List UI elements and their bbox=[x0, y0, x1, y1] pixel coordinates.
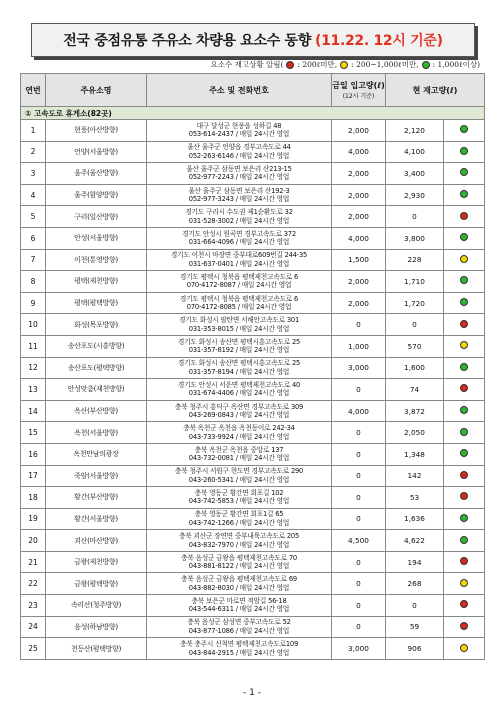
station-address bbox=[147, 163, 332, 185]
station-address bbox=[147, 400, 332, 422]
phone-hours-line: 052-977-2243 / 매일 24시간 영업 bbox=[188, 173, 290, 182]
stock-amount: 3,800 bbox=[386, 227, 444, 249]
status-cell bbox=[444, 120, 485, 142]
green-status-dot-icon bbox=[460, 147, 468, 155]
row-number: 19 bbox=[21, 508, 46, 530]
stock-amount: 2,050 bbox=[386, 422, 444, 444]
inbound-amount: 2,000 bbox=[332, 271, 386, 293]
table-row bbox=[21, 595, 485, 617]
station-name: 괴산(마산방향) bbox=[46, 530, 147, 552]
station-address bbox=[147, 120, 332, 142]
inbound-amount: 2,000 bbox=[332, 120, 386, 142]
address-line: 대구 달성군 현풍읍 성하길 48 bbox=[196, 121, 282, 130]
station-address bbox=[147, 184, 332, 206]
phone-hours-line: 043-733-9924 / 매일 24시간 영업 bbox=[188, 432, 290, 441]
col-header-addr: 주소 및 전화번호 bbox=[147, 74, 332, 107]
status-cell bbox=[444, 206, 485, 228]
inbound-amount: 0 bbox=[332, 422, 386, 444]
stock-amount: 570 bbox=[386, 335, 444, 357]
status-cell bbox=[444, 638, 485, 660]
table-row bbox=[21, 465, 485, 487]
station-name: 평택(평택방향) bbox=[46, 292, 147, 314]
stock-amount: 0 bbox=[386, 206, 444, 228]
table-row bbox=[21, 292, 485, 314]
inbound-amount: 3,000 bbox=[332, 638, 386, 660]
row-number: 2 bbox=[21, 141, 46, 163]
legend-red-label: : 200ℓ미만, bbox=[297, 60, 338, 69]
table-row bbox=[21, 271, 485, 293]
row-number: 14 bbox=[21, 400, 46, 422]
table-row bbox=[21, 443, 485, 465]
inbound-amount: 2,000 bbox=[332, 184, 386, 206]
station-name: 안성맞춤(제천방향) bbox=[46, 379, 147, 401]
address-line: 충북 청주시 흥덕구 옥산면 경부고속도로 309 bbox=[174, 402, 304, 411]
red-status-dot-icon bbox=[460, 320, 468, 328]
yellow-status-dot-icon bbox=[460, 579, 468, 587]
green-status-dot-icon bbox=[460, 536, 468, 544]
red-status-dot-icon bbox=[460, 557, 468, 565]
green-status-dot-icon bbox=[460, 233, 468, 241]
row-number: 18 bbox=[21, 487, 46, 509]
stock-amount: 0 bbox=[386, 314, 444, 336]
address-line: 충북 옥천군 옥천읍 중앙로 137 bbox=[194, 445, 284, 454]
address-line: 충북 영동군 황간면 회포1길 65 bbox=[194, 510, 284, 519]
legend-yellow-label: : 200~1,000ℓ미만, bbox=[351, 60, 419, 69]
address-line: 충북 옥천군 옥천읍 옥천동이로 242-34 bbox=[183, 424, 295, 433]
table-row bbox=[21, 335, 485, 357]
table-row bbox=[21, 530, 485, 552]
inbound-amount: 1,500 bbox=[332, 249, 386, 271]
stock-amount: 59 bbox=[386, 616, 444, 638]
inbound-amount: 4,000 bbox=[332, 141, 386, 163]
inbound-amount: 2,000 bbox=[332, 163, 386, 185]
stock-amount: 906 bbox=[386, 638, 444, 660]
stock-amount: 1,348 bbox=[386, 443, 444, 465]
row-number: 11 bbox=[21, 335, 46, 357]
status-cell bbox=[444, 422, 485, 444]
stock-amount: 2,120 bbox=[386, 120, 444, 142]
station-name: 속리산(청주방향) bbox=[46, 595, 147, 617]
col-header-inbound-sub: (12시 기준) bbox=[342, 93, 375, 100]
inbound-amount: 1,000 bbox=[332, 335, 386, 357]
phone-hours-line: 070-4172-8085 / 매일 24시간 영업 bbox=[186, 303, 292, 312]
phone-hours-line: 043-844-2915 / 매일 24시간 영업 bbox=[188, 648, 290, 657]
green-status-dot-icon bbox=[460, 125, 468, 133]
inbound-amount: 0 bbox=[332, 508, 386, 530]
station-address bbox=[147, 530, 332, 552]
green-status-dot-icon bbox=[460, 190, 468, 198]
status-cell bbox=[444, 400, 485, 422]
table-row bbox=[21, 314, 485, 336]
green-status-dot-icon bbox=[460, 428, 468, 436]
col-header-no: 연번 bbox=[21, 74, 46, 107]
title-main: 전국 중점유통 주유소 차량용 요소수 동향 bbox=[63, 33, 311, 49]
station-address bbox=[147, 357, 332, 379]
table-row bbox=[21, 551, 485, 573]
row-number: 13 bbox=[21, 379, 46, 401]
stock-amount: 268 bbox=[386, 573, 444, 595]
status-cell bbox=[444, 335, 485, 357]
phone-hours-line: 070-4172-8087 / 매일 24시간 영업 bbox=[186, 281, 292, 290]
section-label: ① 고속도로 휴게소(82곳) bbox=[21, 107, 485, 120]
status-cell bbox=[444, 379, 485, 401]
status-cell bbox=[444, 141, 485, 163]
address-line: 충북 청주시 서원구 현도면 경부고속도로 290 bbox=[174, 467, 304, 476]
inbound-amount: 0 bbox=[332, 573, 386, 595]
station-address bbox=[147, 573, 332, 595]
station-name: 천등산(평택방향) bbox=[46, 638, 147, 660]
row-number: 1 bbox=[21, 120, 46, 142]
phone-hours-line: 053-614-2437 / 매일 24시간 영업 bbox=[188, 130, 290, 139]
station-name: 금왕(평택방향) bbox=[46, 573, 147, 595]
page-number: - 1 - bbox=[243, 688, 261, 698]
row-number: 6 bbox=[21, 227, 46, 249]
station-name: 금왕(제천방향) bbox=[46, 551, 147, 573]
stock-amount: 3,872 bbox=[386, 400, 444, 422]
green-dot-icon bbox=[422, 61, 430, 69]
address-line: 경기도 화성시 팔탄면 서해안고속도로 301 bbox=[178, 316, 300, 325]
station-name: 현풍(아산방향) bbox=[46, 120, 147, 142]
phone-hours-line: 052-977-3243 / 매일 24시간 영업 bbox=[188, 195, 290, 204]
legend-prefix: 요소수 재고상황 알림( bbox=[210, 60, 284, 69]
stock-amount: 194 bbox=[386, 551, 444, 573]
row-number: 4 bbox=[21, 184, 46, 206]
stock-amount: 2,930 bbox=[386, 184, 444, 206]
table-row bbox=[21, 638, 485, 660]
row-number: 5 bbox=[21, 206, 46, 228]
phone-hours-line: 031-637-0401 / 매일 24시간 영업 bbox=[188, 259, 290, 268]
station-name: 안성(서울방향) bbox=[46, 227, 147, 249]
inbound-amount: 0 bbox=[332, 465, 386, 487]
row-number: 25 bbox=[21, 638, 46, 660]
address-line: 경기도 화성시 송산면 평택시흥고속도로 25 bbox=[177, 359, 301, 368]
col-header-inbound bbox=[332, 74, 386, 107]
table-header-row bbox=[21, 74, 485, 107]
station-name: 송산포도(시흥방향) bbox=[46, 335, 147, 357]
inbound-amount: 0 bbox=[332, 314, 386, 336]
station-name: 옥산(부산방향) bbox=[46, 400, 147, 422]
station-address bbox=[147, 551, 332, 573]
station-address bbox=[147, 249, 332, 271]
status-cell bbox=[444, 249, 485, 271]
yellow-status-dot-icon bbox=[460, 644, 468, 652]
row-number: 7 bbox=[21, 249, 46, 271]
row-number: 17 bbox=[21, 465, 46, 487]
station-address bbox=[147, 271, 332, 293]
inbound-amount: 0 bbox=[332, 616, 386, 638]
station-name: 언양(서울방향) bbox=[46, 141, 147, 163]
table-row bbox=[21, 487, 485, 509]
status-cell bbox=[444, 465, 485, 487]
status-cell bbox=[444, 443, 485, 465]
status-cell bbox=[444, 487, 485, 509]
green-status-dot-icon bbox=[460, 449, 468, 457]
legend-green-label: : 1,000ℓ이상) bbox=[432, 60, 480, 69]
page-title bbox=[31, 23, 475, 57]
address-line: 경기도 이천시 마장면 중부대로609번길 244-35 bbox=[170, 251, 308, 260]
station-name: 황간(서울방향) bbox=[46, 508, 147, 530]
col-header-name: 주유소명 bbox=[46, 74, 147, 107]
address-line: 충북 충주시 신척면 평택제천고속도로109 bbox=[179, 640, 299, 649]
green-status-dot-icon bbox=[460, 298, 468, 306]
status-cell bbox=[444, 551, 485, 573]
address-line: 경기도 평택시 청북읍 평택제천고속도로 6 bbox=[179, 294, 299, 303]
yellow-dot-icon bbox=[340, 61, 348, 69]
phone-hours-line: 043-832-7970 / 매일 24시간 영업 bbox=[188, 540, 290, 549]
phone-hours-line: 043-260-5341 / 매일 24시간 영업 bbox=[188, 475, 290, 484]
inbound-amount: 0 bbox=[332, 595, 386, 617]
address-line: 충북 괴산군 장연면 중부내륙고속도로 205 bbox=[178, 532, 300, 541]
stock-amount: 53 bbox=[386, 487, 444, 509]
phone-hours-line: 031-357-8194 / 매일 24시간 영업 bbox=[188, 367, 290, 376]
station-address bbox=[147, 314, 332, 336]
table-row bbox=[21, 422, 485, 444]
status-cell bbox=[444, 530, 485, 552]
red-status-dot-icon bbox=[460, 600, 468, 608]
station-address bbox=[147, 335, 332, 357]
station-name: 평택(제천방향) bbox=[46, 271, 147, 293]
table-row bbox=[21, 227, 485, 249]
phone-hours-line: 031-357-8192 / 매일 24시간 영업 bbox=[188, 346, 290, 355]
station-name: 황간(부산방향) bbox=[46, 487, 147, 509]
red-dot-icon bbox=[286, 61, 294, 69]
address-line: 충북 보은군 마로면 적암길 56-18 bbox=[191, 596, 287, 605]
table-row bbox=[21, 400, 485, 422]
phone-hours-line: 031-664-4096 / 매일 24시간 영업 bbox=[188, 238, 290, 247]
col-header-inbound-label: 금일 입고량(ℓ) bbox=[332, 81, 385, 90]
red-status-dot-icon bbox=[460, 384, 468, 392]
table-row bbox=[21, 120, 485, 142]
stock-amount: 1,636 bbox=[386, 508, 444, 530]
phone-hours-line: 043-269-0843 / 매일 24시간 영업 bbox=[188, 411, 290, 420]
phone-hours-line: 031-353-8015 / 매일 24시간 영업 bbox=[188, 324, 290, 333]
status-cell bbox=[444, 163, 485, 185]
address-line: 충북 음성군 금왕읍 평택제천고속도로 69 bbox=[181, 575, 297, 584]
inbound-amount: 2,000 bbox=[332, 206, 386, 228]
section-row bbox=[21, 107, 485, 120]
stock-amount: 228 bbox=[386, 249, 444, 271]
inbound-amount: 2,000 bbox=[332, 292, 386, 314]
phone-hours-line: 043-881-8122 / 매일 24시간 영업 bbox=[188, 562, 290, 571]
stock-amount: 1,600 bbox=[386, 357, 444, 379]
phone-hours-line: 031-674-4406 / 매일 24시간 영업 bbox=[188, 389, 290, 398]
station-address bbox=[147, 508, 332, 530]
station-address bbox=[147, 638, 332, 660]
row-number: 3 bbox=[21, 163, 46, 185]
address-line: 경기도 안성시 원곡면 경부고속도로 372 bbox=[182, 229, 296, 238]
address-line: 충북 음성군 삼성면 중부고속도로 52 bbox=[187, 618, 291, 627]
inbound-amount: 0 bbox=[332, 379, 386, 401]
phone-hours-line: 043-882-8030 / 매일 24시간 영업 bbox=[188, 583, 290, 592]
status-cell bbox=[444, 616, 485, 638]
row-number: 22 bbox=[21, 573, 46, 595]
status-cell bbox=[444, 573, 485, 595]
green-status-dot-icon bbox=[460, 514, 468, 522]
phone-hours-line: 043-544-6311 / 매일 24시간 영업 bbox=[188, 605, 290, 614]
table-row bbox=[21, 573, 485, 595]
address-line: 경기도 평택시 청북읍 평택제천고속도로 6 bbox=[179, 272, 299, 281]
table-row bbox=[21, 141, 485, 163]
table-row bbox=[21, 508, 485, 530]
address-line: 울산 울주군 삼동면 보은리 산192-3 bbox=[188, 186, 290, 195]
station-name: 송산포도(평택방향) bbox=[46, 357, 147, 379]
row-number: 23 bbox=[21, 595, 46, 617]
station-name: 음성(하남방향) bbox=[46, 616, 147, 638]
station-address bbox=[147, 227, 332, 249]
address-line: 충북 음성군 금왕읍 평택제천고속도로 70 bbox=[181, 553, 297, 562]
status-cell bbox=[444, 508, 485, 530]
row-number: 10 bbox=[21, 314, 46, 336]
inbound-amount: 0 bbox=[332, 443, 386, 465]
stock-amount: 4,100 bbox=[386, 141, 444, 163]
status-cell bbox=[444, 271, 485, 293]
table-row bbox=[21, 184, 485, 206]
table-row bbox=[21, 163, 485, 185]
stock-amount: 3,400 bbox=[386, 163, 444, 185]
station-address bbox=[147, 616, 332, 638]
row-number: 20 bbox=[21, 530, 46, 552]
station-address bbox=[147, 465, 332, 487]
inbound-amount: 4,500 bbox=[332, 530, 386, 552]
stock-amount: 142 bbox=[386, 465, 444, 487]
station-name: 울주(함양방향) bbox=[46, 184, 147, 206]
station-address bbox=[147, 422, 332, 444]
phone-hours-line: 043-742-5853 / 매일 24시간 영업 bbox=[188, 497, 290, 506]
station-table bbox=[20, 73, 485, 660]
inbound-amount: 0 bbox=[332, 487, 386, 509]
station-address bbox=[147, 443, 332, 465]
stock-amount: 0 bbox=[386, 595, 444, 617]
status-cell bbox=[444, 227, 485, 249]
address-line: 경기도 안성시 서운면 평택제천고속도로 40 bbox=[177, 380, 301, 389]
inbound-amount: 3,000 bbox=[332, 357, 386, 379]
stock-amount: 1,710 bbox=[386, 271, 444, 293]
stock-legend bbox=[211, 59, 480, 70]
address-line: 경기도 화성시 송산면 평택시흥고속도로 25 bbox=[177, 337, 301, 346]
station-name: 옥천만남의광장 bbox=[46, 443, 147, 465]
green-status-dot-icon bbox=[460, 168, 468, 176]
stock-amount: 4,622 bbox=[386, 530, 444, 552]
status-cell bbox=[444, 314, 485, 336]
station-address bbox=[147, 206, 332, 228]
phone-hours-line: 043-877-1086 / 매일 24시간 영업 bbox=[188, 626, 290, 635]
station-address bbox=[147, 379, 332, 401]
col-header-stock: 현 재고량(ℓ) bbox=[386, 74, 485, 107]
station-name: 이천(통영방향) bbox=[46, 249, 147, 271]
station-address bbox=[147, 141, 332, 163]
green-status-dot-icon bbox=[460, 406, 468, 414]
row-number: 12 bbox=[21, 357, 46, 379]
status-cell bbox=[444, 184, 485, 206]
phone-hours-line: 031-528-3002 / 매일 24시간 영업 bbox=[188, 216, 290, 225]
station-name: 구리(일산방향) bbox=[46, 206, 147, 228]
phone-hours-line: 043-742-1266 / 매일 24시간 영업 bbox=[188, 518, 290, 527]
row-number: 8 bbox=[21, 271, 46, 293]
status-cell bbox=[444, 292, 485, 314]
status-cell bbox=[444, 595, 485, 617]
stock-amount: 74 bbox=[386, 379, 444, 401]
row-number: 21 bbox=[21, 551, 46, 573]
title-time: (11.22. 12시 기준) bbox=[314, 33, 443, 49]
station-name: 옥천(서울방향) bbox=[46, 422, 147, 444]
row-number: 24 bbox=[21, 616, 46, 638]
stock-amount: 1,720 bbox=[386, 292, 444, 314]
row-number: 9 bbox=[21, 292, 46, 314]
inbound-amount: 4,000 bbox=[332, 400, 386, 422]
row-number: 15 bbox=[21, 422, 46, 444]
red-status-dot-icon bbox=[460, 492, 468, 500]
row-number: 16 bbox=[21, 443, 46, 465]
table-row bbox=[21, 357, 485, 379]
phone-hours-line: 043-732-0081 / 매일 24시간 영업 bbox=[188, 454, 290, 463]
phone-hours-line: 052-263-6146 / 매일 24시간 영업 bbox=[188, 151, 290, 160]
table-row bbox=[21, 249, 485, 271]
red-status-dot-icon bbox=[460, 622, 468, 630]
table-row bbox=[21, 206, 485, 228]
station-address bbox=[147, 595, 332, 617]
inbound-amount: 4,000 bbox=[332, 227, 386, 249]
table-row bbox=[21, 616, 485, 638]
green-status-dot-icon bbox=[460, 276, 468, 284]
yellow-status-dot-icon bbox=[460, 341, 468, 349]
status-cell bbox=[444, 357, 485, 379]
station-name: 울주(울산방향) bbox=[46, 163, 147, 185]
green-status-dot-icon bbox=[460, 363, 468, 371]
red-status-dot-icon bbox=[460, 212, 468, 220]
station-address bbox=[147, 292, 332, 314]
address-line: 충북 영동군 황간면 회포길 102 bbox=[194, 488, 284, 497]
yellow-status-dot-icon bbox=[460, 255, 468, 263]
table-row bbox=[21, 379, 485, 401]
address-line: 경기도 구리시 수도권 제1순환도로 32 bbox=[185, 208, 293, 217]
address-line: 울산 울주군 언양읍 경부고속도로 44 bbox=[187, 143, 291, 152]
inbound-amount: 0 bbox=[332, 551, 386, 573]
red-status-dot-icon bbox=[460, 471, 468, 479]
station-address bbox=[147, 487, 332, 509]
address-line: 울산 울주군 삼동면 보은리 산213-15 bbox=[186, 164, 292, 173]
station-name: 죽암(서울방향) bbox=[46, 465, 147, 487]
station-name: 화성(목포방향) bbox=[46, 314, 147, 336]
